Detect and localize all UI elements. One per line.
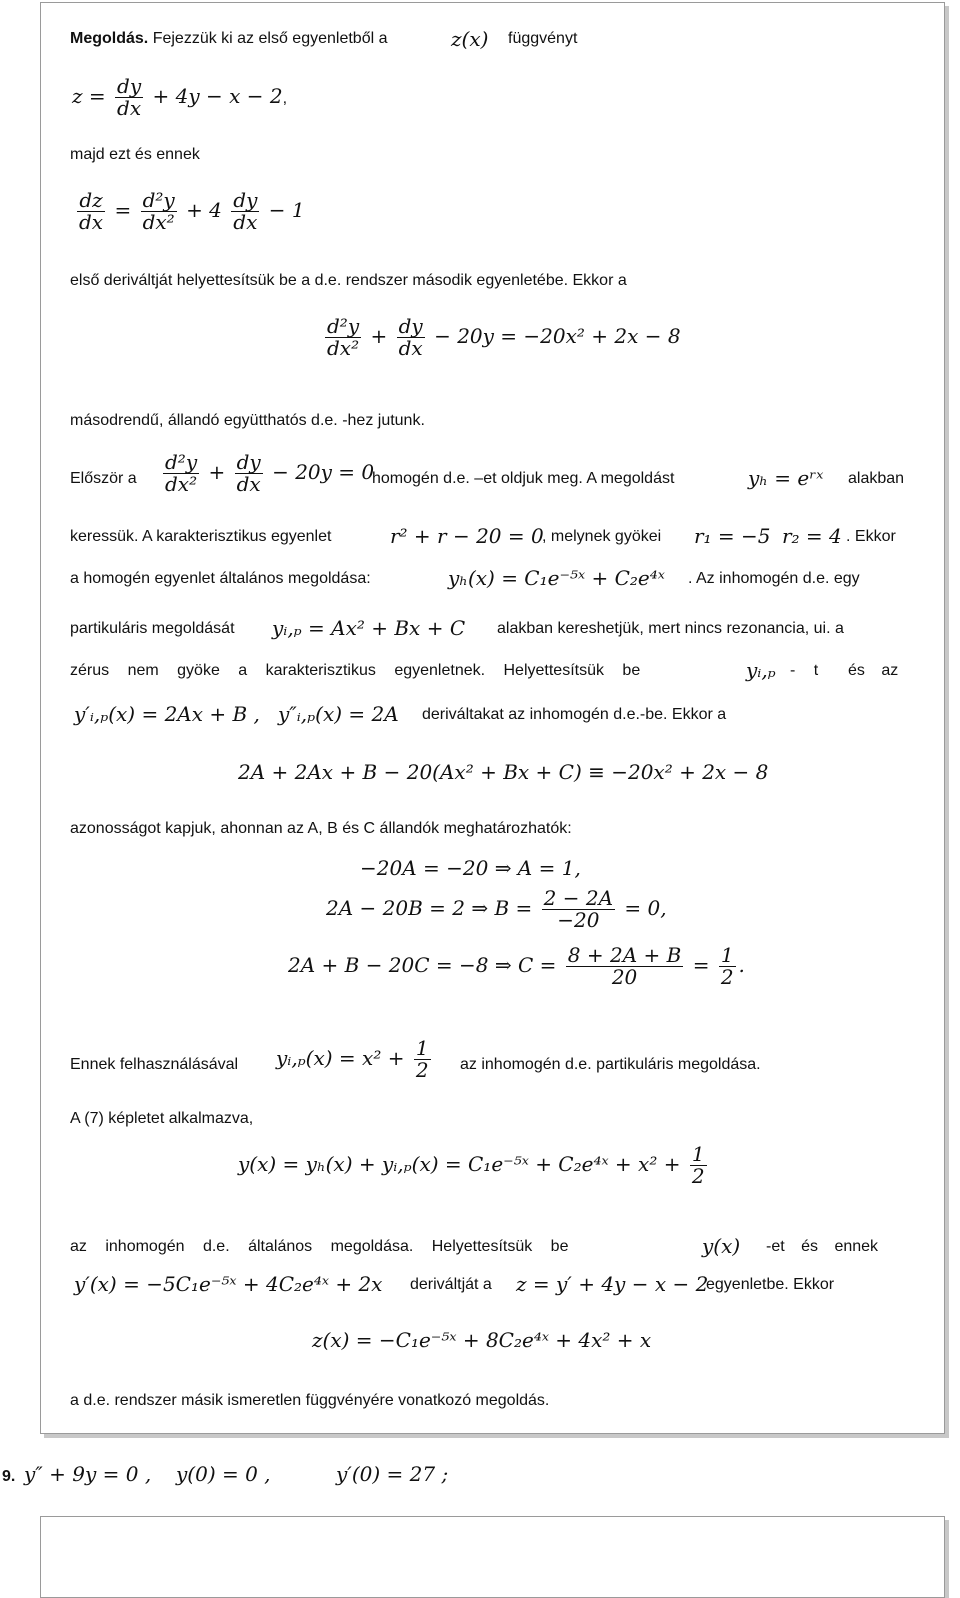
characteristic-equation: r² + r − 20 = 0 xyxy=(390,524,544,548)
solution-label: Megoldás. xyxy=(70,30,149,47)
p15-text-a: deriváltját a xyxy=(410,1276,492,1293)
p8-text-a: partikuláris megoldását xyxy=(70,620,235,637)
homogeneous-equation: $\frac{\text{d²y}}{\text{dx²}}$ + $\frac{dy}{dx}$ − 20y = 0 xyxy=(165,450,375,496)
paragraph-4: másodrendű, állandó együtthatós d.e. -hez jutunk. xyxy=(70,412,425,429)
root-r1: r₁ = −5 xyxy=(694,524,771,548)
p6-text-c: . Ekkor xyxy=(846,528,896,545)
particular-form: yᵢ,ₚ = Ax² + Bx + C xyxy=(272,616,466,640)
p5-text-c: alakban xyxy=(848,470,905,487)
paragraph-16: a d.e. rendszer másik ismeretlen függvényére vonatkozó megoldás. xyxy=(70,1392,550,1409)
particular-solution: yᵢ,ₚ(x) = x² + $\frac{1}{2}$ xyxy=(276,1036,429,1082)
solve-b: 2A − 20B = 2 ⇒ B = $\frac{2 - 2A}{-20}$ = 0, xyxy=(326,886,667,932)
p9-text-a: zérus nem gyöke a karakterisztikus egyenletnek. Helyettesítsük be xyxy=(70,662,641,679)
z-solution: z(x) = −C₁e⁻⁵ˣ + 8C₂e⁴ˣ + 4x² + x xyxy=(312,1328,652,1352)
problem-9-equation: y″ + 9y = 0 , xyxy=(24,1462,152,1486)
p9-text-c: és az xyxy=(848,662,899,679)
p6-text-b: , melynek gyökei xyxy=(542,528,662,545)
p15-text-b: egyenletbe. Ekkor xyxy=(706,1276,835,1293)
p14-text-b: -et és ennek xyxy=(766,1238,879,1255)
root-r2: r₂ = 4 xyxy=(782,524,842,548)
equation-z: z = $\frac{dy}{dx}$ + 4y − x − 2, xyxy=(72,74,288,120)
z-equation: z = y′ + 4y − x − 2 xyxy=(516,1272,709,1296)
p14-text-a: az inhomogén d.e. általános megoldása. Helyettesítsük be xyxy=(70,1238,569,1255)
first-derivative: y′ᵢ,ₚ(x) = 2Ax + B , xyxy=(74,702,260,726)
p12-text-b: az inhomogén d.e. partikuláris megoldása. xyxy=(460,1056,761,1073)
p10-text: deriváltakat az inhomogén d.e.-be. Ekkor a xyxy=(422,706,727,723)
problem-9-initial-dy: y′(0) = 27 ; xyxy=(336,1462,449,1486)
solve-a: −20A = −20 ⇒ A = 1, xyxy=(360,856,581,880)
paragraph-3: első deriváltját helyettesítsük be a d.e. rendszer második egyenletébe. Ekkor a xyxy=(70,272,627,289)
intro-text: Fejezzük ki az első egyenletből a xyxy=(152,30,388,47)
paragraph-11: azonosságot kapjuk, ahonnan az A, B és C állandók meghatározhatók: xyxy=(70,820,572,837)
equation-dz: $\frac{dz}{dx}$ = $\frac{\text{d²y}}{\text{dx²}}$ + 4 $\frac{dy}{dx}$ − 1 xyxy=(79,188,305,234)
p8-text-b: alakban kereshetjük, mert nincs rezonancia, ui. a xyxy=(497,620,844,637)
problem-9-initial-y: y(0) = 0 , xyxy=(176,1462,271,1486)
yh-form: yₕ = eʳˣ xyxy=(748,466,824,490)
p5-text-a: Először a xyxy=(70,470,137,487)
math-zx: z(x) xyxy=(451,27,489,51)
p5-text-b: homogén d.e. –et oldjuk meg. A megoldást xyxy=(372,470,675,487)
general-solution: y(x) = yₕ(x) + yᵢ,ₚ(x) = C₁e⁻⁵ˣ + C₂e⁴ˣ + x² + $\frac{1}{2}$ xyxy=(238,1142,705,1188)
p7-text-b: . Az inhomogén d.e. egy xyxy=(688,570,860,587)
paragraph-13: A (7) képletet alkalmazva, xyxy=(70,1110,254,1127)
y-derivative: y′(x) = −5C₁e⁻⁵ˣ + 4C₂e⁴ˣ + 2x xyxy=(74,1272,383,1296)
homogeneous-solution: yₕ(x) = C₁e⁻⁵ˣ + C₂e⁴ˣ xyxy=(448,566,665,590)
solve-c: 2A + B − 20C = −8 ⇒ C = $\frac{8 + 2A + B}{20}$ = $\frac{1}{2}$ . xyxy=(288,943,745,989)
intro-line xyxy=(70,30,387,48)
p6-text-a: keressük. A karakterisztikus egyenlet xyxy=(70,528,332,545)
p12-text-a: Ennek felhasználásával xyxy=(70,1056,239,1073)
intro-text-end: függvényt xyxy=(508,30,578,47)
page-frame-next xyxy=(40,1516,945,1598)
second-derivative: y″ᵢ,ₚ(x) = 2A xyxy=(278,702,399,726)
p9-text-b: - t xyxy=(790,662,819,679)
yx-symbol: y(x) xyxy=(702,1234,741,1258)
paragraph-2: majd ezt és ennek xyxy=(70,146,200,163)
yip-symbol: yᵢ,ₚ xyxy=(746,658,776,682)
p7-text-a: a homogén egyenlet általános megoldása: xyxy=(70,570,371,587)
problem-number: 9. xyxy=(2,1468,16,1485)
equation-second-order: $\frac{\text{d²y}}{\text{dx²}}$ + $\frac{dy}{dx}$ − 20y = −20x² + 2x − 8 xyxy=(327,314,681,360)
identity-equation: 2A + 2Ax + B − 20(Ax² + Bx + C) ≡ −20x² + 2x − 8 xyxy=(238,760,769,784)
